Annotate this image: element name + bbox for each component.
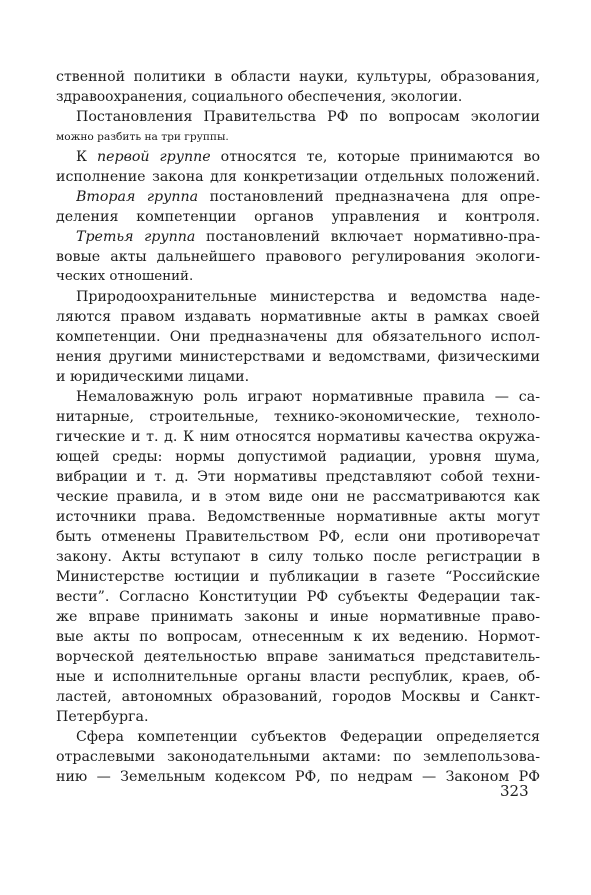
text-line: вые акты по вопросам, отнесенным к их ведению. Нормот- xyxy=(56,629,540,645)
text-line: можно разбить на три группы. xyxy=(56,131,229,143)
text-line: ляются правом издавать нормативные акты в рамках своей xyxy=(56,309,540,325)
text-line: вести”. Согласно Конституции РФ субъекты Федерации так- xyxy=(56,589,540,605)
text-line: Петербурга. xyxy=(56,709,149,725)
text-line: гические и т. д. К ним относятся нормативы качества окружа- xyxy=(56,429,540,445)
text-line: же вправе принимать законы и иные нормативные право- xyxy=(56,609,540,625)
text-line: деления компетенции органов управления и контроля. xyxy=(56,209,540,225)
text-line: Постановления Правительства РФ по вопросам экологии xyxy=(76,109,540,125)
text-line: вибрации и т. д. Эти нормативы представляют собой техни- xyxy=(56,469,540,485)
text-line: ющей среды: нормы допустимой радиации, уровня шума, xyxy=(56,449,540,465)
text-line: исполнение закона для конкретизации отдельных положений. xyxy=(56,169,540,185)
text-line: ворческой деятельностью вправе заниматься представитель- xyxy=(56,649,540,665)
text-line: нения другими министерствами и ведомствами, физическими xyxy=(56,349,540,365)
text-line: закону. Акты вступают в силу только после регистрации в xyxy=(56,549,540,565)
text-line: и юридическими лицами. xyxy=(56,369,250,385)
text-line: отраслевыми законодательными актами: по землепользова- xyxy=(56,749,540,765)
text-line: Третья группа постановлений включает нормативно-пра- xyxy=(76,229,540,245)
text-line: нию — Земельным кодексом РФ, по недрам — Законом РФ xyxy=(56,769,540,785)
text-line: К первой группе относятся те, которые принимаются во xyxy=(76,149,540,165)
text-line: быть отменены Правительством РФ, если они противоречат xyxy=(56,529,540,545)
text-line: здравоохранения, социального обеспечения, экологии. xyxy=(56,89,463,105)
text-line: компетенции. Они предназначены для обязательного испол- xyxy=(56,329,540,345)
text-line: вовые акты дальнейшего правового регулирования экологи- xyxy=(56,249,540,265)
text-line: Сфера компетенции субъектов Федерации определяется xyxy=(76,729,540,745)
text-line: Немаловажную роль играют нормативные правила — са- xyxy=(76,389,540,405)
text-line: ные и исполнительные органы власти республик, краев, об- xyxy=(56,669,540,685)
page-number: 323 xyxy=(500,782,529,800)
text-line: Министерстве юстиции и публикации в газете “Российские xyxy=(56,569,540,585)
text-line: источники права. Ведомственные нормативные акты могут xyxy=(56,509,540,525)
text-line: Вторая группа постановлений предназначена для опре- xyxy=(76,189,540,205)
text-line: ственной политики в области науки, культуры, образования, xyxy=(56,69,540,85)
text-line: нитарные, строительные, технико-экономические, техноло- xyxy=(56,409,540,425)
text-line: ластей, автономных образований, городов Москвы и Санкт- xyxy=(56,689,540,705)
text-line: ческих отношений. xyxy=(56,269,194,284)
text-line: ческие правила, и в этом виде они не рассматриваются как xyxy=(56,489,540,505)
text-line: Природоохранительные министерства и ведомства наде- xyxy=(76,289,540,305)
